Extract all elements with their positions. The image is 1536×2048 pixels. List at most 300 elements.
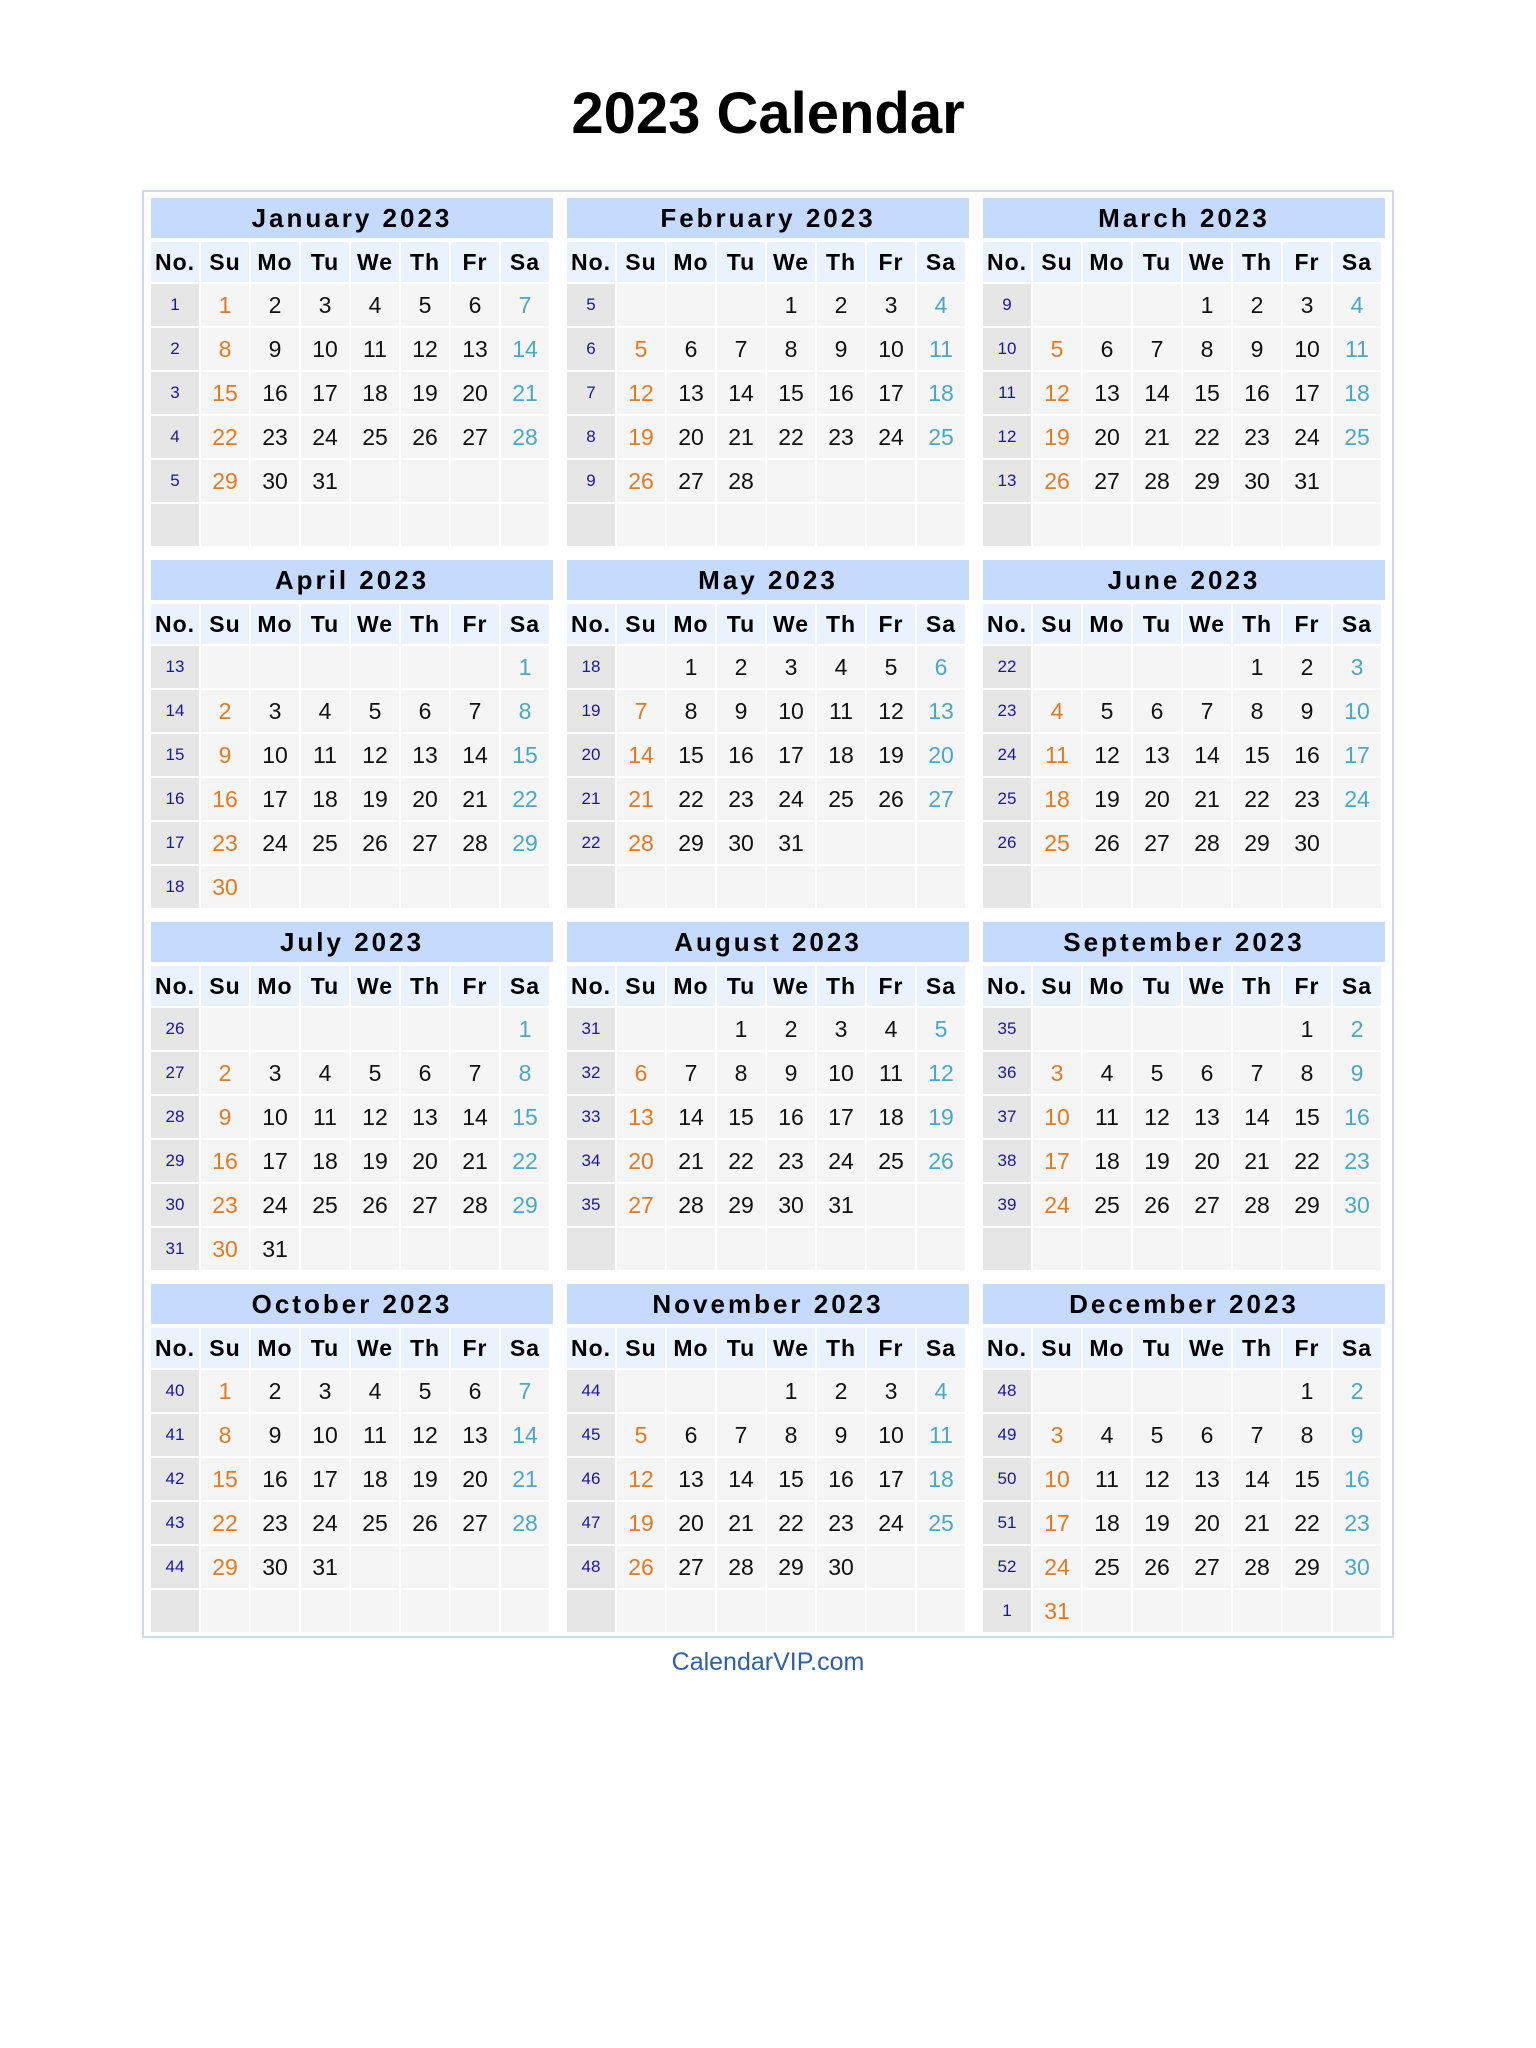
weekday-header: Su	[1033, 1328, 1081, 1368]
empty-day-cell	[717, 504, 765, 546]
weekday-header: Sa	[917, 966, 965, 1006]
month-block	[567, 560, 969, 908]
day-cell: 20	[667, 416, 715, 458]
day-cell: 22	[1283, 1502, 1331, 1544]
day-cell: 21	[451, 778, 499, 820]
day-cell: 28	[667, 1184, 715, 1226]
day-cell: 12	[1083, 734, 1131, 776]
day-cell: 2	[717, 646, 765, 688]
weekday-header: Sa	[501, 1328, 549, 1368]
day-cell: 2	[817, 1370, 865, 1412]
day-cell: 25	[301, 822, 349, 864]
day-cell: 11	[917, 1414, 965, 1456]
weekday-header: Fr	[867, 1328, 915, 1368]
day-cell: 13	[401, 1096, 449, 1138]
month-day-grid	[983, 1328, 1385, 1632]
day-cell: 20	[1183, 1502, 1231, 1544]
day-cell: 11	[917, 328, 965, 370]
empty-day-cell	[1133, 504, 1181, 546]
week-number-header: No.	[151, 1328, 199, 1368]
empty-day-cell	[301, 866, 349, 908]
day-cell: 15	[1283, 1458, 1331, 1500]
empty-day-cell	[1033, 1008, 1081, 1050]
week-number-header: No.	[567, 1328, 615, 1368]
day-cell: 15	[1183, 372, 1231, 414]
empty-day-cell	[1083, 646, 1131, 688]
day-cell: 6	[401, 690, 449, 732]
week-number: 40	[151, 1370, 199, 1412]
day-cell: 17	[251, 778, 299, 820]
day-cell: 5	[917, 1008, 965, 1050]
day-cell: 22	[201, 416, 249, 458]
day-cell: 1	[767, 1370, 815, 1412]
week-number: 20	[567, 734, 615, 776]
day-cell: 11	[351, 328, 399, 370]
day-cell: 30	[1233, 460, 1281, 502]
week-number: 7	[567, 372, 615, 414]
month-day-grid	[151, 604, 553, 908]
day-cell: 21	[501, 1458, 549, 1500]
empty-day-cell	[817, 460, 865, 502]
day-cell: 14	[1233, 1096, 1281, 1138]
week-number-header: No.	[151, 604, 199, 644]
empty-day-cell	[401, 1228, 449, 1270]
day-cell: 23	[817, 416, 865, 458]
day-cell: 10	[767, 690, 815, 732]
empty-day-cell	[501, 1228, 549, 1270]
day-cell: 16	[717, 734, 765, 776]
week-number	[151, 1590, 199, 1632]
day-cell: 17	[1033, 1502, 1081, 1544]
day-cell: 2	[201, 1052, 249, 1094]
day-cell: 27	[1133, 822, 1181, 864]
day-cell: 6	[1183, 1414, 1231, 1456]
day-cell: 17	[867, 372, 915, 414]
empty-day-cell	[1033, 1370, 1081, 1412]
day-cell: 8	[501, 1052, 549, 1094]
day-cell: 20	[1083, 416, 1131, 458]
week-number-header: No.	[567, 966, 615, 1006]
day-cell: 21	[717, 1502, 765, 1544]
week-number: 5	[567, 284, 615, 326]
week-number: 50	[983, 1458, 1031, 1500]
day-cell: 26	[617, 1546, 665, 1588]
day-cell: 21	[451, 1140, 499, 1182]
empty-day-cell	[1133, 1008, 1181, 1050]
day-cell: 6	[667, 328, 715, 370]
empty-day-cell	[351, 504, 399, 546]
weekday-header: We	[351, 966, 399, 1006]
day-cell: 23	[1333, 1502, 1381, 1544]
day-cell: 10	[251, 734, 299, 776]
weekday-header: Mo	[251, 604, 299, 644]
day-cell: 15	[201, 1458, 249, 1500]
day-cell: 25	[1333, 416, 1381, 458]
day-cell: 6	[667, 1414, 715, 1456]
empty-day-cell	[451, 460, 499, 502]
weekday-header: Fr	[1283, 242, 1331, 282]
week-number: 1	[151, 284, 199, 326]
day-cell: 9	[1283, 690, 1331, 732]
day-cell: 20	[401, 778, 449, 820]
day-cell: 1	[1233, 646, 1281, 688]
day-cell: 24	[251, 1184, 299, 1226]
day-cell: 7	[717, 1414, 765, 1456]
empty-day-cell	[817, 1228, 865, 1270]
day-cell: 28	[451, 1184, 499, 1226]
week-number: 26	[151, 1008, 199, 1050]
empty-day-cell	[917, 822, 965, 864]
empty-day-cell	[1183, 1590, 1231, 1632]
empty-day-cell	[351, 646, 399, 688]
empty-day-cell	[1183, 1370, 1231, 1412]
weekday-header: Mo	[1083, 966, 1131, 1006]
weekday-header: Su	[201, 1328, 249, 1368]
day-cell: 18	[1333, 372, 1381, 414]
empty-day-cell	[867, 1590, 915, 1632]
day-cell: 22	[717, 1140, 765, 1182]
day-cell: 14	[501, 328, 549, 370]
weekday-header: Tu	[301, 604, 349, 644]
empty-day-cell	[201, 504, 249, 546]
empty-day-cell	[251, 1008, 299, 1050]
weekday-header: Su	[617, 966, 665, 1006]
week-number: 13	[151, 646, 199, 688]
day-cell: 29	[667, 822, 715, 864]
week-number: 47	[567, 1502, 615, 1544]
day-cell: 1	[501, 646, 549, 688]
week-number: 9	[983, 284, 1031, 326]
weekday-header: Fr	[867, 604, 915, 644]
day-cell: 13	[667, 372, 715, 414]
day-cell: 18	[351, 372, 399, 414]
day-cell: 24	[301, 1502, 349, 1544]
day-cell: 8	[501, 690, 549, 732]
day-cell: 20	[667, 1502, 715, 1544]
day-cell: 19	[1133, 1502, 1181, 1544]
empty-day-cell	[201, 646, 249, 688]
month-title: August 2023	[567, 922, 969, 962]
empty-day-cell	[1233, 1008, 1281, 1050]
day-cell: 23	[251, 1502, 299, 1544]
day-cell: 5	[1133, 1414, 1181, 1456]
month-day-grid	[983, 242, 1385, 546]
week-number: 38	[983, 1140, 1031, 1182]
empty-day-cell	[251, 1590, 299, 1632]
weekday-header: Sa	[1333, 1328, 1381, 1368]
week-number: 34	[567, 1140, 615, 1182]
empty-day-cell	[251, 646, 299, 688]
day-cell: 5	[617, 1414, 665, 1456]
day-cell: 25	[917, 1502, 965, 1544]
day-cell: 27	[667, 460, 715, 502]
weekday-header: Tu	[301, 966, 349, 1006]
day-cell: 17	[251, 1140, 299, 1182]
day-cell: 21	[1233, 1502, 1281, 1544]
empty-day-cell	[401, 646, 449, 688]
day-cell: 21	[617, 778, 665, 820]
month-day-grid	[567, 1328, 969, 1632]
day-cell: 12	[1033, 372, 1081, 414]
day-cell: 24	[1033, 1184, 1081, 1226]
day-cell: 12	[1133, 1096, 1181, 1138]
day-cell: 13	[1183, 1458, 1231, 1500]
empty-day-cell	[667, 1590, 715, 1632]
day-cell: 30	[251, 460, 299, 502]
day-cell: 24	[867, 1502, 915, 1544]
empty-day-cell	[867, 1546, 915, 1588]
day-cell: 11	[1083, 1096, 1131, 1138]
day-cell: 20	[617, 1140, 665, 1182]
day-cell: 1	[1283, 1370, 1331, 1412]
day-cell: 28	[501, 1502, 549, 1544]
day-cell: 10	[1033, 1458, 1081, 1500]
day-cell: 31	[817, 1184, 865, 1226]
day-cell: 15	[667, 734, 715, 776]
empty-day-cell	[1333, 1228, 1381, 1270]
weekday-header: Th	[817, 604, 865, 644]
empty-day-cell	[867, 822, 915, 864]
empty-day-cell	[301, 1008, 349, 1050]
empty-day-cell	[917, 1228, 965, 1270]
weekday-header: Sa	[1333, 242, 1381, 282]
day-cell: 20	[1133, 778, 1181, 820]
empty-day-cell	[451, 646, 499, 688]
day-cell: 16	[1333, 1096, 1381, 1138]
empty-day-cell	[917, 504, 965, 546]
empty-day-cell	[1233, 504, 1281, 546]
months-grid	[151, 198, 1385, 1632]
day-cell: 3	[1033, 1414, 1081, 1456]
day-cell: 25	[301, 1184, 349, 1226]
day-cell: 10	[301, 328, 349, 370]
day-cell: 19	[867, 734, 915, 776]
day-cell: 10	[867, 328, 915, 370]
day-cell: 27	[1183, 1546, 1231, 1588]
day-cell: 30	[717, 822, 765, 864]
weekday-header: Mo	[667, 1328, 715, 1368]
day-cell: 24	[767, 778, 815, 820]
day-cell: 1	[1183, 284, 1231, 326]
empty-day-cell	[351, 1546, 399, 1588]
month-block	[567, 1284, 969, 1632]
day-cell: 5	[351, 690, 399, 732]
weekday-header: Fr	[451, 242, 499, 282]
empty-day-cell	[717, 284, 765, 326]
day-cell: 8	[767, 1414, 815, 1456]
week-number: 5	[151, 460, 199, 502]
weekday-header: Sa	[1333, 604, 1381, 644]
day-cell: 5	[401, 284, 449, 326]
day-cell: 4	[1333, 284, 1381, 326]
day-cell: 30	[201, 866, 249, 908]
month-block	[983, 922, 1385, 1270]
day-cell: 27	[451, 1502, 499, 1544]
page-title: 2023 Calendar	[571, 81, 965, 146]
weekday-header: Su	[201, 242, 249, 282]
empty-day-cell	[351, 1228, 399, 1270]
month-title: January 2023	[151, 198, 553, 238]
week-number: 43	[151, 1502, 199, 1544]
empty-day-cell	[617, 1008, 665, 1050]
empty-day-cell	[1233, 866, 1281, 908]
day-cell: 11	[301, 734, 349, 776]
weekday-header: Tu	[1133, 966, 1181, 1006]
day-cell: 30	[1333, 1546, 1381, 1588]
day-cell: 18	[817, 734, 865, 776]
day-cell: 22	[667, 778, 715, 820]
day-cell: 4	[917, 284, 965, 326]
empty-day-cell	[1133, 1590, 1181, 1632]
day-cell: 13	[451, 1414, 499, 1456]
day-cell: 30	[1283, 822, 1331, 864]
day-cell: 19	[617, 416, 665, 458]
weekday-header: We	[1183, 242, 1231, 282]
day-cell: 23	[1333, 1140, 1381, 1182]
week-number: 22	[983, 646, 1031, 688]
empty-day-cell	[867, 866, 915, 908]
empty-day-cell	[201, 1008, 249, 1050]
day-cell: 29	[201, 1546, 249, 1588]
week-number: 19	[567, 690, 615, 732]
empty-day-cell	[1083, 1590, 1131, 1632]
empty-day-cell	[1233, 1590, 1281, 1632]
day-cell: 1	[667, 646, 715, 688]
empty-day-cell	[1283, 1228, 1331, 1270]
day-cell: 28	[617, 822, 665, 864]
day-cell: 29	[1283, 1184, 1331, 1226]
empty-day-cell	[1283, 504, 1331, 546]
empty-day-cell	[1083, 504, 1131, 546]
day-cell: 23	[251, 416, 299, 458]
day-cell: 2	[251, 284, 299, 326]
day-cell: 30	[817, 1546, 865, 1588]
day-cell: 26	[351, 1184, 399, 1226]
day-cell: 12	[617, 1458, 665, 1500]
month-title: October 2023	[151, 1284, 553, 1324]
footer-site-link[interactable]: CalendarVIP.com	[671, 1648, 865, 1676]
week-number: 46	[567, 1458, 615, 1500]
day-cell: 4	[1033, 690, 1081, 732]
weekday-header: Fr	[451, 1328, 499, 1368]
day-cell: 18	[1033, 778, 1081, 820]
month-title: May 2023	[567, 560, 969, 600]
day-cell: 2	[817, 284, 865, 326]
day-cell: 7	[1133, 328, 1181, 370]
month-day-grid	[567, 966, 969, 1270]
weekday-header: Fr	[1283, 1328, 1331, 1368]
day-cell: 29	[501, 822, 549, 864]
week-number	[567, 1228, 615, 1270]
day-cell: 19	[917, 1096, 965, 1138]
weekday-header: We	[351, 242, 399, 282]
empty-day-cell	[401, 1590, 449, 1632]
day-cell: 22	[501, 1140, 549, 1182]
day-cell: 18	[917, 1458, 965, 1500]
day-cell: 29	[1283, 1546, 1331, 1588]
empty-day-cell	[867, 1228, 915, 1270]
week-number: 18	[151, 866, 199, 908]
day-cell: 2	[1333, 1008, 1381, 1050]
weekday-header: Sa	[501, 242, 549, 282]
empty-day-cell	[201, 1590, 249, 1632]
day-cell: 3	[1333, 646, 1381, 688]
day-cell: 6	[451, 284, 499, 326]
week-number: 32	[567, 1052, 615, 1094]
day-cell: 14	[501, 1414, 549, 1456]
week-number: 44	[567, 1370, 615, 1412]
empty-day-cell	[1133, 646, 1181, 688]
empty-day-cell	[301, 504, 349, 546]
empty-day-cell	[1233, 1370, 1281, 1412]
day-cell: 24	[301, 416, 349, 458]
empty-day-cell	[667, 1228, 715, 1270]
day-cell: 8	[1283, 1052, 1331, 1094]
weekday-header: Tu	[1133, 604, 1181, 644]
day-cell: 26	[1083, 822, 1131, 864]
empty-day-cell	[767, 460, 815, 502]
day-cell: 15	[501, 734, 549, 776]
day-cell: 3	[1033, 1052, 1081, 1094]
day-cell: 28	[1233, 1546, 1281, 1588]
day-cell: 16	[1283, 734, 1331, 776]
day-cell: 27	[917, 778, 965, 820]
month-day-grid	[151, 966, 553, 1270]
day-cell: 22	[1183, 416, 1231, 458]
day-cell: 11	[1333, 328, 1381, 370]
day-cell: 15	[767, 1458, 815, 1500]
empty-day-cell	[1333, 866, 1381, 908]
day-cell: 26	[1133, 1546, 1181, 1588]
day-cell: 31	[301, 460, 349, 502]
weekday-header: Sa	[917, 1328, 965, 1368]
day-cell: 8	[201, 1414, 249, 1456]
empty-day-cell	[451, 1546, 499, 1588]
day-cell: 9	[201, 1096, 249, 1138]
month-title: March 2023	[983, 198, 1385, 238]
empty-day-cell	[917, 1590, 965, 1632]
day-cell: 9	[251, 1414, 299, 1456]
empty-day-cell	[1083, 1008, 1131, 1050]
day-cell: 1	[201, 284, 249, 326]
day-cell: 25	[817, 778, 865, 820]
week-number	[151, 504, 199, 546]
empty-day-cell	[451, 1228, 499, 1270]
day-cell: 1	[501, 1008, 549, 1050]
day-cell: 14	[1133, 372, 1181, 414]
day-cell: 19	[351, 778, 399, 820]
day-cell: 28	[1133, 460, 1181, 502]
empty-day-cell	[301, 1590, 349, 1632]
day-cell: 15	[717, 1096, 765, 1138]
empty-day-cell	[1183, 1228, 1231, 1270]
month-block	[151, 1284, 553, 1632]
day-cell: 10	[1283, 328, 1331, 370]
day-cell: 20	[917, 734, 965, 776]
day-cell: 22	[767, 1502, 815, 1544]
day-cell: 14	[667, 1096, 715, 1138]
day-cell: 10	[301, 1414, 349, 1456]
day-cell: 18	[917, 372, 965, 414]
weekday-header: We	[767, 1328, 815, 1368]
empty-day-cell	[251, 866, 299, 908]
day-cell: 11	[867, 1052, 915, 1094]
month-day-grid	[151, 1328, 553, 1632]
day-cell: 31	[1033, 1590, 1081, 1632]
empty-day-cell	[401, 504, 449, 546]
day-cell: 4	[351, 1370, 399, 1412]
day-cell: 9	[201, 734, 249, 776]
